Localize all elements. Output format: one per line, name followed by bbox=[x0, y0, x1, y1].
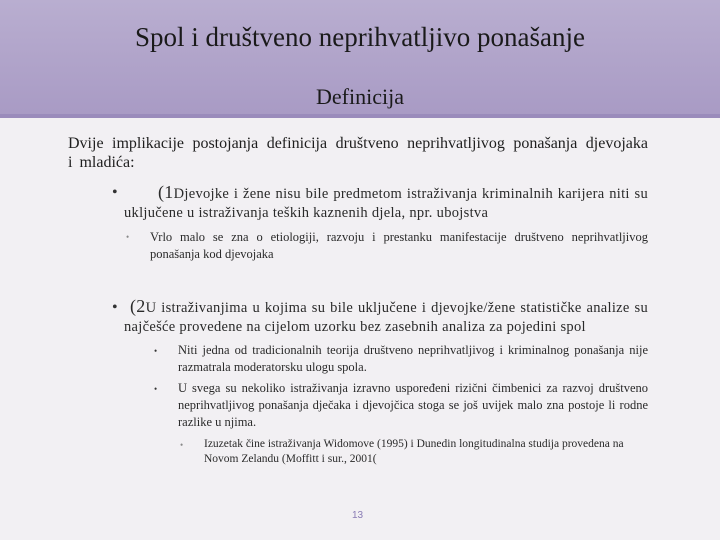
slide-subtitle: Definicija bbox=[316, 84, 404, 109]
page-number: 13 bbox=[352, 510, 364, 521]
slide-body bbox=[68, 134, 648, 172]
point-2 bbox=[124, 297, 648, 337]
point-1-sub-1: Vrlo malo se zna o etiologiji, razvoju i prestanku manifestacije društveno neprihvatljivog ponašanja kod djevojaka bbox=[150, 230, 648, 261]
sub-bullet-icon: • bbox=[154, 346, 158, 356]
point-2-lead: (2 bbox=[130, 296, 146, 316]
sub-bullet-icon: • bbox=[154, 384, 158, 394]
point-1-lead: (1 bbox=[158, 182, 174, 202]
bullet-icon: • bbox=[112, 184, 118, 201]
point-2-text: U istraživanjima u kojima su bile uključene i djevojke/žene statističke analize su najčešće provedene na cijelom uzorku bez zasebnih analiza za pojedini spol bbox=[124, 300, 648, 335]
point-2-sub-1: Niti jedna od tradicionalnih teorija društveno neprihvatljivog i kriminalnog ponašanja nije razmatrala moderatorsku ulogu spola. bbox=[178, 343, 648, 374]
point-2-subsub-1: Izuzetak čine istraživanja Widomove (1995) i Dunedin longitudinalna studija provedena na Novom Zelandu (Moffitt i sur., 2001( bbox=[204, 438, 624, 465]
point-1 bbox=[124, 183, 648, 223]
bullet-icon: • bbox=[112, 299, 118, 316]
point-1-text: Djevojke i žene nisu bile predmetom istraživanja kriminalnih karijera niti su uključene u istraživanja teških kaznenih djela, npr. ubojstva bbox=[124, 186, 648, 221]
intro-paragraph: Dvije implikacije postojanja definicija društveno neprihvatljivog ponašanja djevojaka i mladića: bbox=[68, 135, 648, 171]
sub-sub-bullet-icon: • bbox=[180, 440, 184, 450]
slide-title: Spol i društveno neprihvatljivo ponašanje bbox=[135, 22, 585, 52]
sub-bullet-icon: • bbox=[126, 232, 130, 242]
point-2-sub-2: U svega su nekoliko istraživanja izravno uspoređeni rizični čimbenici za razvoj društveno neprihvatljivog ponašanja dječaka i djevojčica stoga se još uvijek malo znа postoje li rodne razlike u njima. bbox=[178, 381, 648, 429]
